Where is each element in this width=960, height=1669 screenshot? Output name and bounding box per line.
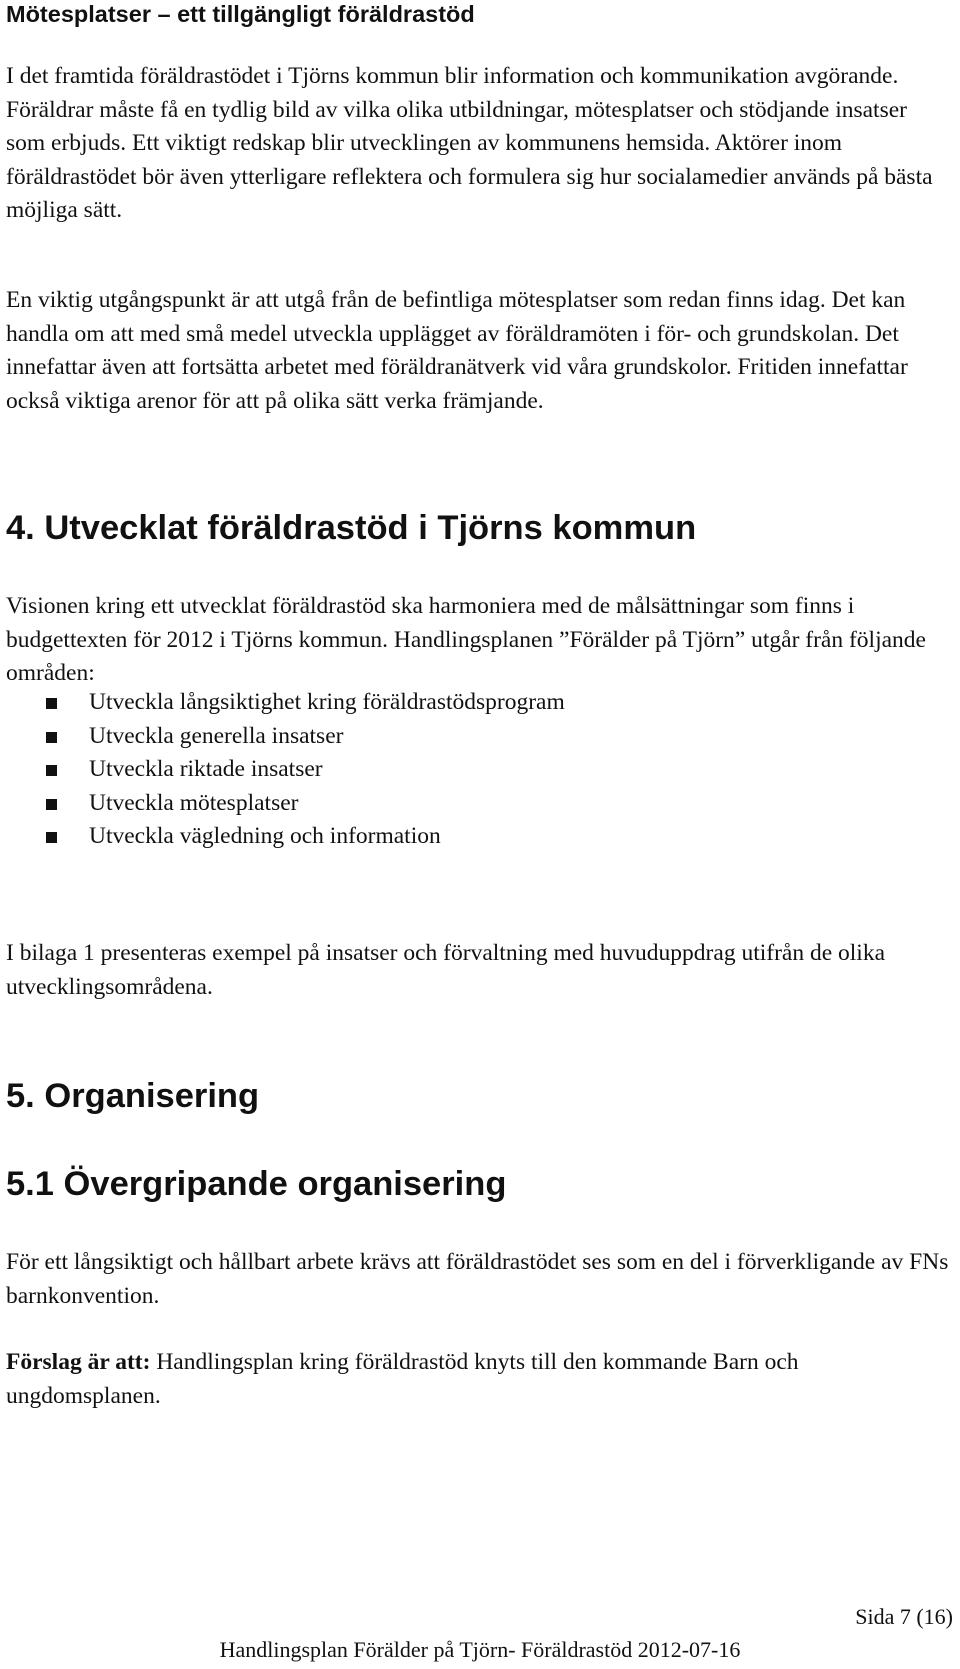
page-number: Sida 7 (16) <box>855 1604 953 1629</box>
section-5-heading: 5. Organisering <box>6 1077 260 1115</box>
square-bullet-icon <box>46 832 57 843</box>
section-5-1-paragraph: För ett långsiktigt och hållbart arbete krävs att föräldrastödet ses som en del i förverkligande av FNs barnkonvention. <box>6 1249 949 1309</box>
square-bullet-icon <box>46 799 57 810</box>
list-item-text: Utveckla mötesplatser <box>89 789 299 816</box>
list-item <box>0 753 952 787</box>
proposal-text: Handlingsplan kring föräldrastöd knyts till den kommande Barn och ungdomsplanen. <box>6 1349 799 1409</box>
square-bullet-icon <box>46 732 57 743</box>
footer-document-line: Handlingsplan Förälder på Tjörn- Föräldrastöd 2012-07-16 <box>219 1637 741 1662</box>
section-4-heading: 4. Utvecklat föräldrastöd i Tjörns kommun <box>6 509 697 547</box>
section-5-1-heading: 5.1 Övergripande organisering <box>6 1165 507 1203</box>
list-item <box>0 686 952 720</box>
list-item <box>0 787 952 821</box>
section-title: Mötesplatser – ett tillgängligt föräldrastöd <box>6 1 475 27</box>
section-4-paragraph-1: Visionen kring ett utvecklat föräldrastöd ska harmoniera med de målsättningar som finns i budgettexten för 2012 i Tjörns kommun. Handlingsplanen ”Förälder på Tjörn” utgår från följande områden: <box>6 593 926 686</box>
square-bullet-icon <box>46 765 57 776</box>
list-item <box>0 720 952 754</box>
list-item-text: Utveckla generella insatser <box>89 722 344 749</box>
intro-paragraph-2: En viktig utgångspunkt är att utgå från de befintliga mötesplatser som redan finns idag. Det kan handla om att med små medel utveckla upplägget av föräldramöten i för- och grundskolan. Det innefattar även att fortsätta arbetet med föräldranätverk vid våra grundskolor. Fritiden innefattar också viktiga arenor för att på olika sätt verka främjande. <box>6 287 908 414</box>
intro-paragraph-1: I det framtida föräldrastödet i Tjörns kommun blir information och kommunikation avgörande. Föräldrar måste få en tydlig bild av vilka olika utbildningar, mötesplatser och stödjande insatser som erbjuds. Ett viktigt redskap blir utvecklingen av kommunens hemsida. Aktörer inom föräldrastödet bör även ytterligare reflektera och formulera sig hur socialamedier används på bästa möjliga sätt. <box>6 63 933 223</box>
proposal-lead: Förslag är att: <box>6 1349 151 1375</box>
proposal-paragraph <box>6 1346 952 1413</box>
list-item-text: Utveckla vägledning och information <box>89 823 441 849</box>
square-bullet-icon <box>46 698 57 709</box>
list-item-text: Utveckla långsiktighet kring föräldrastödsprogram <box>89 689 565 715</box>
list-item-text: Utveckla riktade insatser <box>89 756 323 782</box>
focus-areas-list <box>0 686 952 854</box>
list-item <box>0 820 952 854</box>
section-4-paragraph-2: I bilaga 1 presenteras exempel på insatser och förvaltning med huvuduppdrag utifrån de olika utvecklingsområdena. <box>6 940 886 1000</box>
